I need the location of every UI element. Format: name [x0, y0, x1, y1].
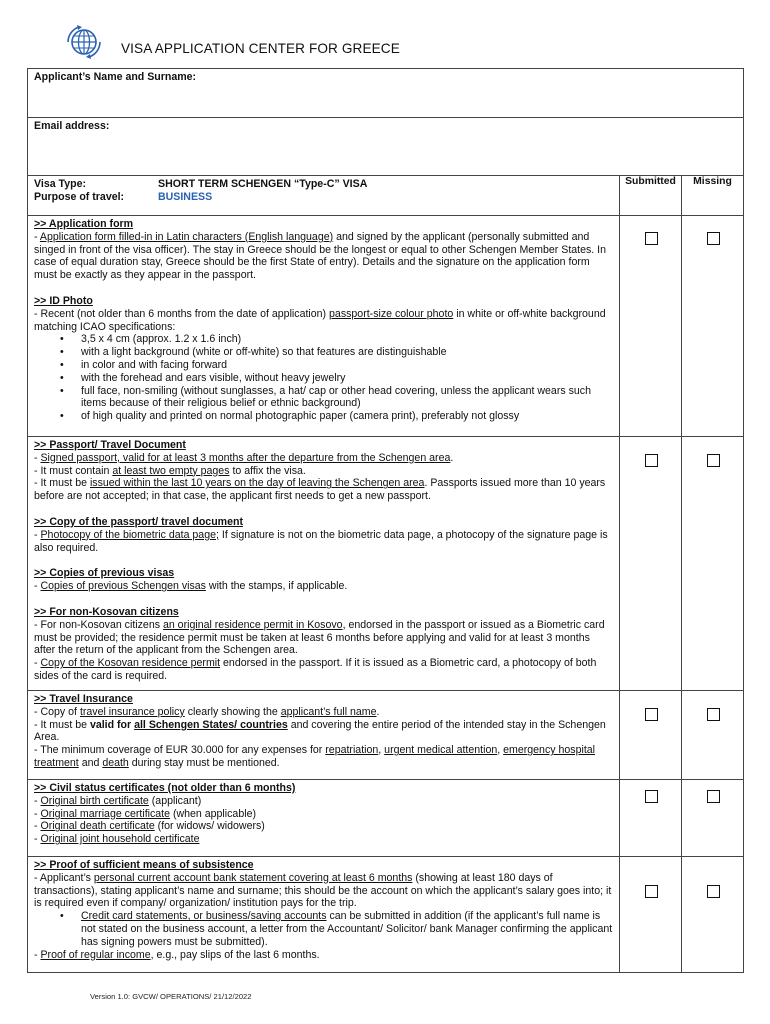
civil-status-cell: [28, 780, 620, 857]
section-title: >> Application form: [34, 218, 134, 230]
list-item: • with the forehead and ears visible, without heavy jewelry: [34, 372, 613, 385]
submitted-column-header: Submitted: [620, 176, 682, 216]
missing-checkbox[interactable]: [707, 232, 720, 245]
submitted-cell: [620, 437, 682, 691]
purpose-value: BUSINESS: [158, 190, 213, 203]
section-title: >> Copy of the passport/ travel document: [34, 515, 243, 528]
section-text: - Application form filled-in in Latin characters (English language) and signed by the applicant (personally submitted and singed in front of the visa officer). The stay in Greece should be the longest or equal to other Schengen Member States. In case of equal duration stay, Greece should be the first State of entry). Details and the signature on the application form must be exactly as they appear in the passport.: [34, 230, 607, 282]
submitted-cell: [620, 780, 682, 857]
checklist-row-application-form: [28, 216, 744, 437]
missing-checkbox[interactable]: [707, 454, 720, 467]
list-item: - Original birth certificate (applicant): [34, 794, 202, 807]
section-text: - For non-Kosovan citizens an original residence permit in Kosovo, endorsed in the passport or issued as a Biometric card must be provided; the residence permit must be taken at least 6 months before applying and valid for at least 3 months after the return of the applicant from the Schengen area.: [34, 618, 605, 657]
list-item: • of high quality and printed on normal photographic paper (camera print), preferably not glossy: [34, 410, 613, 423]
insurance-cell: [28, 691, 620, 780]
submitted-checkbox[interactable]: [645, 790, 658, 803]
email-label: Email address:: [34, 120, 110, 132]
submitted-cell: [620, 216, 682, 437]
missing-column-header: Missing: [682, 176, 744, 216]
email-row: [28, 118, 744, 176]
globe-logo-icon: [62, 20, 106, 64]
section-text: - It must contain at least two empty pages to affix the visa.: [34, 464, 306, 477]
list-item: - Original joint household certificate: [34, 833, 200, 846]
section-text: - It must be issued within the last 10 years on the day of leaving the Schengen area. Passports issued more than 10 years before are not accepted; in that case, the applicant first needs to get a new passport.: [34, 477, 606, 503]
applicant-name-field[interactable]: [28, 69, 744, 118]
missing-cell: [682, 216, 744, 437]
visa-type-row: [28, 176, 744, 216]
section-title: >> Civil status certificates (not older than 6 months): [34, 782, 296, 794]
section-text: - Signed passport, valid for at least 3 months after the departure from the Schengen area.: [34, 451, 454, 464]
photo-requirements-list: [34, 333, 613, 423]
visa-checklist-table: [27, 68, 744, 973]
submitted-checkbox[interactable]: [645, 232, 658, 245]
list-item: - Original death certificate (for widows/ widowers): [34, 820, 265, 833]
checklist-row-insurance: [28, 691, 744, 780]
missing-cell: [682, 691, 744, 780]
section-text: - Proof of regular income, e.g., pay slips of the last 6 months.: [34, 948, 320, 961]
list-item: • Credit card statements, or business/saving accounts can be submitted in addition (if the applicant’s full name is not stated on the business account, a letter from the Accountant/ Solicitor/ bank Manager confirming the applicant has signing powers must be submitted).: [34, 910, 613, 948]
section-text: - Applicant’s personal current account bank statement covering at least 6 months (showing at least 180 days of transactions), stating applicant’s name and surname; this should be the account on which the applicant’s salary goes into; it is required even if company/ organization/ institution pays for the trip.: [34, 871, 612, 910]
page-title: VISA APPLICATION CENTER FOR GREECE: [121, 41, 400, 56]
section-title: >> Proof of sufficient means of subsistence: [34, 859, 254, 871]
section-text: - Copy of the Kosovan residence permit endorsed in the passport. If it is issued as a Biometric card, a photocopy of both sides of the card is required.: [34, 657, 597, 682]
section-title: >> Copies of previous visas: [34, 567, 175, 580]
list-item: - Original marriage certificate (when applicable): [34, 807, 256, 820]
checklist-row-civil-status: [28, 780, 744, 857]
section-text: - It must be valid for all Schengen States/ countries and covering the entire period of the intended stay in the Schengen Area.: [34, 718, 606, 744]
section-text: - Copies of previous Schengen visas with the stamps, if applicable.: [34, 580, 348, 593]
application-form-cell: [28, 216, 620, 437]
applicant-name-label: Applicant’s Name and Surname:: [34, 71, 197, 83]
list-item: • with a light background (white or off-white) so that features are distinguishable: [34, 346, 613, 359]
section-title: >> ID Photo: [34, 294, 93, 307]
list-item: • in color and with facing forward: [34, 359, 613, 372]
missing-checkbox[interactable]: [707, 885, 720, 898]
missing-checkbox[interactable]: [707, 708, 720, 721]
missing-checkbox[interactable]: [707, 790, 720, 803]
version-footer: Version 1.0: GVCW/ OPERATIONS/ 21/12/2022: [90, 992, 252, 1001]
visa-type-value: SHORT TERM SCHENGEN “Type-C” VISA: [158, 178, 368, 190]
section-text: - The minimum coverage of EUR 30.000 for any expenses for repatriation, urgent medical attention, emergency hospital treatment and death during stay must be mentioned.: [34, 744, 596, 769]
visa-type-label: Visa Type:: [34, 178, 87, 190]
visa-type-cell: [28, 176, 620, 216]
email-field[interactable]: [28, 118, 744, 176]
section-text: - Photocopy of the biometric data page; If signature is not on the biometric data page, a photocopy of the signature page is also required.: [34, 528, 608, 554]
checklist-row-passport: [28, 437, 744, 691]
submitted-checkbox[interactable]: [645, 454, 658, 467]
list-item: • full face, non-smiling (without sunglasses, a hat/ cap or other head covering, unless the applicant wears such items because of their religious belief or ethnic background): [34, 385, 613, 411]
list-item: • 3,5 x 4 cm (approx. 1.2 x 1.6 inch): [34, 333, 613, 346]
section-text: - Copy of travel insurance policy clearly showing the applicant’s full name.: [34, 705, 380, 718]
purpose-label: Purpose of travel:: [34, 190, 125, 203]
section-title: >> Travel Insurance: [34, 693, 133, 705]
submitted-cell: [620, 857, 682, 973]
submitted-checkbox[interactable]: [645, 885, 658, 898]
section-title: >> For non-Kosovan citizens: [34, 605, 179, 618]
checklist-row-means: [28, 857, 744, 973]
passport-cell: [28, 437, 620, 691]
missing-cell: [682, 780, 744, 857]
missing-cell: [682, 437, 744, 691]
means-bullet-list: [34, 910, 613, 948]
means-cell: [28, 857, 620, 973]
missing-cell: [682, 857, 744, 973]
submitted-cell: [620, 691, 682, 780]
applicant-name-row: [28, 69, 744, 118]
section-title: >> Passport/ Travel Document: [34, 439, 186, 451]
submitted-checkbox[interactable]: [645, 708, 658, 721]
section-text: - Recent (not older than 6 months from the date of application) passport-size colour photo in white or off-white background matching ICAO specifications:: [34, 307, 606, 333]
